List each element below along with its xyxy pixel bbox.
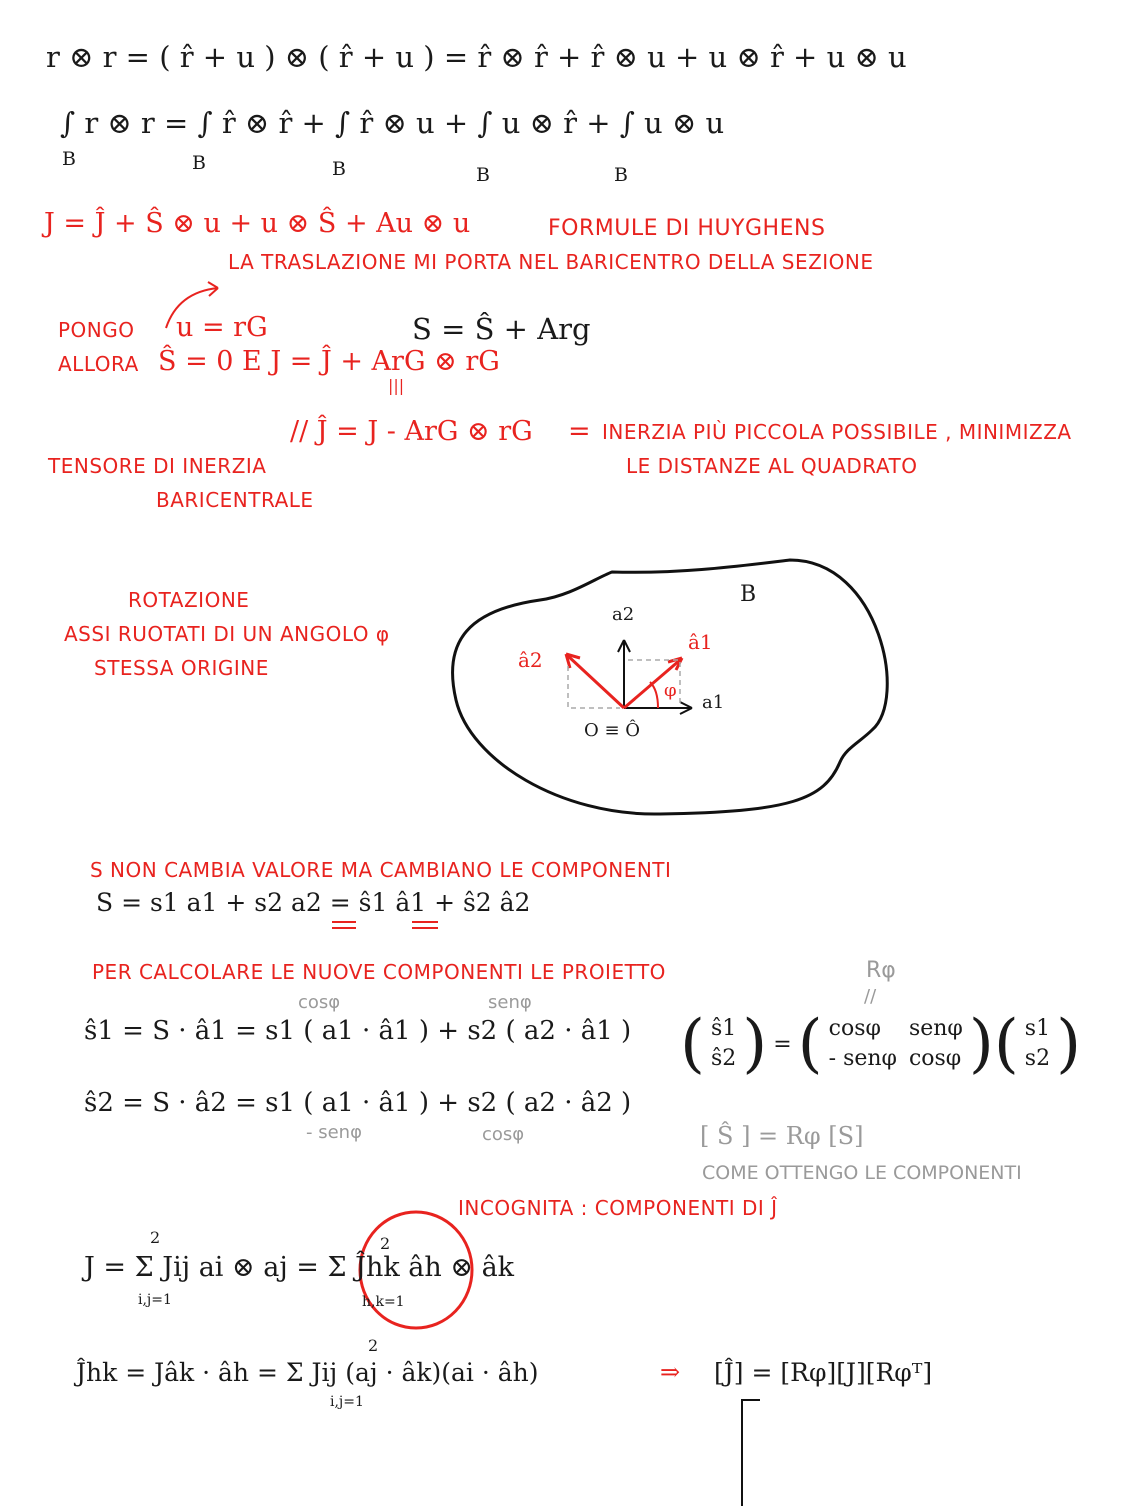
r-phi-gray: Rφ — [866, 958, 896, 983]
huygens-title: FORMULE DI HUYGHENS — [548, 216, 826, 241]
gray-sen-1: senφ — [488, 992, 532, 1013]
origin-label: O ≡ Ô — [584, 720, 641, 741]
s-zero-equation: Ŝ = 0 E J = Ĵ + ArG ⊗ rG — [158, 346, 500, 377]
axis-a2-hat — [568, 656, 624, 708]
matrix-rhs-1: s1 — [1024, 1016, 1051, 1041]
body-label: B — [740, 582, 757, 607]
j-hat-rotation-result: [Ĵ] = [Rφ][J][Rφᵀ] — [714, 1358, 933, 1387]
sum-index-ij: i,j=1 — [138, 1292, 172, 1308]
matrix-r11: cosφ — [828, 1016, 881, 1041]
integral-domain-label: B — [614, 164, 628, 186]
s-vector-equation: S = s1 a1 + s2 a2 = ŝ1 â1 + ŝ2 â2 — [96, 888, 531, 917]
vertical-divider — [742, 1400, 760, 1506]
matrix-lhs-1: ŝ1 — [710, 1016, 737, 1041]
s-translation-equation: S = Ŝ + Arg — [412, 312, 591, 346]
axis-a2-label: a2 — [612, 604, 635, 625]
j-sum-equation: J = Σ Jij ai ⊗ aj = Σ Ĵhk âh ⊗ âk — [84, 1252, 515, 1283]
gray-cos-2: cosφ — [482, 1124, 525, 1145]
matrix-r21: - senφ — [828, 1046, 897, 1071]
inertia-note-line1: INERZIA PIÙ PICCOLA POSSIBILE , MINIMIZZA — [602, 420, 1072, 444]
jhk-equation: Ĵhk = Jâk · âh = Σ Jij (aj · âk)(ai · âh) — [76, 1358, 539, 1387]
sum-upper-limit: 2 — [380, 1234, 391, 1253]
pongo-label: PONGO — [58, 318, 135, 342]
s-invariance-note: S NON CAMBIA VALORE MA CAMBIANO LE COMPONENTI — [90, 858, 672, 882]
rotation-note-line3: STESSA ORIGINE — [94, 656, 269, 680]
sum-upper-limit: 2 — [150, 1228, 161, 1247]
allora-label: ALLORA — [58, 352, 139, 376]
s1-hat-equation: ŝ1 = S · â1 = s1 ( a1 · â1 ) + s2 ( a2 · â1 ) — [84, 1016, 632, 1046]
s-matrix-gray: [ Ŝ ] = Rφ [S] — [700, 1122, 864, 1150]
s2-hat-equation: ŝ2 = S · â2 = s1 ( a1 · â1 ) + s2 ( a2 · â2 ) — [84, 1088, 632, 1118]
matrix-r12: senφ — [908, 1016, 963, 1041]
integral-domain-label: B — [332, 158, 346, 180]
barycentric-inertia-equation: // Ĵ = J - ArG ⊗ rG — [290, 416, 533, 447]
identity-mark: ||| — [388, 376, 405, 395]
matrix-lhs-2: ŝ2 — [710, 1046, 737, 1071]
unknown-note: INCOGNITA : COMPONENTI DI Ĵ — [458, 1196, 778, 1220]
matrix-r22: cosφ — [908, 1046, 962, 1071]
matrix-equals: = — [773, 1031, 792, 1057]
equation-tensor-product: r ⊗ r = ( r̂ + u ) ⊗ ( r̂ + u ) = r̂ ⊗ r̂ + r̂ ⊗ u + u ⊗ r̂ + u ⊗ u — [46, 40, 907, 74]
matrix-rhs-2: s2 — [1024, 1046, 1051, 1071]
gray-minus-sen: - senφ — [306, 1122, 362, 1143]
equals-sign: = — [568, 416, 591, 447]
inertia-note-line2: LE DISTANZE AL QUADRATO — [626, 454, 918, 478]
tensor-label-line1: TENSORE DI INERZIA — [48, 454, 267, 478]
implies-arrow: ⇒ — [660, 1358, 681, 1386]
sum-index-ij: i,j=1 — [330, 1394, 364, 1410]
integral-domain-label: B — [192, 152, 206, 174]
rotation-note-line2: ASSI RUOTATI DI UN ANGOLO φ — [64, 622, 390, 646]
how-components-gray: COME OTTENGO LE COMPONENTI — [702, 1162, 1022, 1184]
u-equals-rg: u = rG — [176, 312, 268, 343]
integral-domain-label: B — [62, 148, 76, 170]
integral-domain-label: B — [476, 164, 490, 186]
angle-phi-label: φ — [664, 680, 677, 701]
rotation-matrix-equation: ( ŝ1 ŝ2 ) = ( cosφ - senφ senφ cosφ ) ( s1 s2 ) — [680, 1007, 1082, 1081]
tensor-label-line2: BARICENTRALE — [156, 488, 314, 512]
translation-note: LA TRASLAZIONE MI PORTA NEL BARICENTRO DELLA SEZIONE — [228, 250, 874, 274]
axis-a1-label: a1 — [702, 692, 725, 713]
sum-index-hk: h,k=1 — [362, 1294, 405, 1310]
rotation-title: ROTAZIONE — [128, 588, 250, 612]
projection-note: PER CALCOLARE LE NUOVE COMPONENTI LE PROIETTO — [92, 960, 666, 984]
gray-cos-1: cosφ — [298, 992, 341, 1013]
r-phi-mark: // — [864, 986, 877, 1007]
sum-upper-limit: 2 — [368, 1336, 379, 1355]
huygens-equation: J = Ĵ + Ŝ ⊗ u + u ⊗ Ŝ + Au ⊗ u — [44, 208, 471, 239]
axis-a2-hat-label: â2 — [518, 648, 543, 672]
axis-a1-hat-label: â1 — [688, 630, 713, 654]
equation-integral-expansion: ∫ r ⊗ r = ∫ r̂ ⊗ r̂ + ∫ r̂ ⊗ u + ∫ u ⊗ r̂ + ∫ u ⊗ u — [60, 106, 725, 140]
